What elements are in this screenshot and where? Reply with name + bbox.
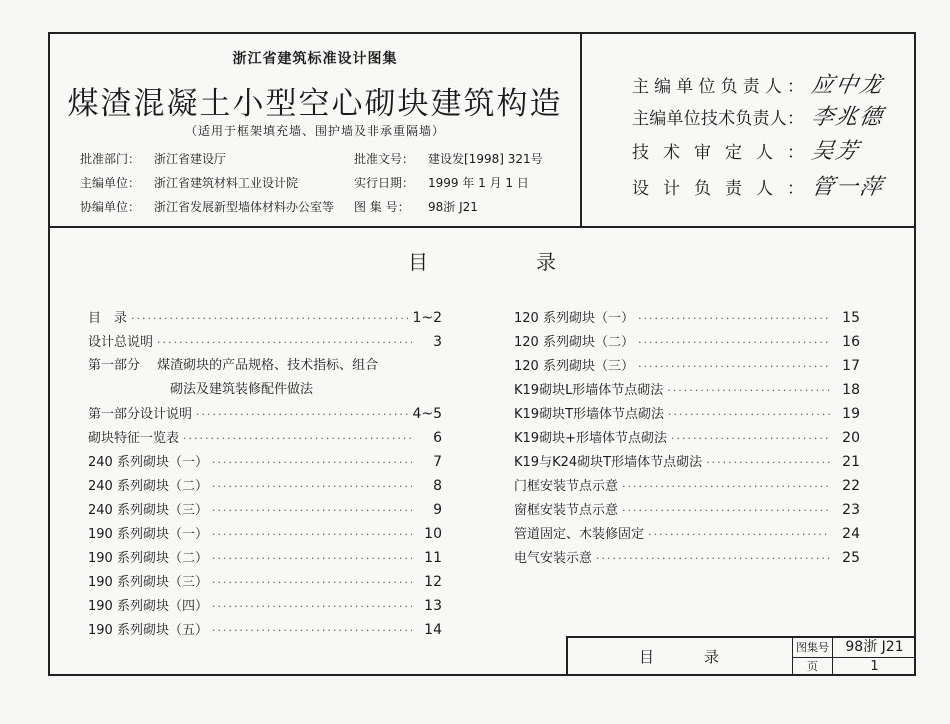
atlas-number-value: 98浙 J21 [832,638,916,657]
toc-entry[interactable]: 砌块特征一览表 ····· 6 [88,426,442,450]
sheet-name: 目 录 [638,648,722,666]
toc-entry[interactable]: 门框安装节点示意 ····· 22 [514,474,860,498]
toc-entry[interactable]: K19与K24砌块T形墙体节点砌法 ····· 21 [514,450,860,474]
title-block-divider [792,657,916,658]
toc-entry[interactable]: 190 系列砌块（一） ····· 10 [88,522,442,546]
toc-heading: 目 录 [408,250,556,274]
atlas-title: 煤渣混凝土小型空心砌块建筑构造 [67,86,563,122]
toc-entry[interactable]: 190 系列砌块（四） ····· 13 [88,594,442,618]
toc-entry[interactable]: 电气安装示意 ····· 25 [514,546,860,570]
atlas-number-label: 图集号 [792,638,832,657]
toc-entry[interactable]: 设计总说明 ····· 3 [88,330,442,354]
toc-section-heading: 第一部分 煤渣砌块的产品规格、技术指标、组合 [88,358,379,373]
toc-entry[interactable]: 120 系列砌块（三） ····· 17 [514,354,860,378]
applicability-note: （适用于框架填充墙、围护墙及非承重隔墙） [184,124,445,138]
toc-left-column [88,306,442,642]
info-row-co-editor: 协编单位： 浙江省发展新型墙体材料办公室等 图 集 号： 98浙 J21 [80,200,478,214]
toc-entry[interactable]: 240 系列砌块（三） ····· 9 [88,498,442,522]
info-row-approval: 批准部门： 浙江省建设厅 批准文号： 建设发[1998] 321号 [80,152,543,166]
responsible-row: 主编单位技术负责人： 李兆德 [632,100,884,131]
responsible-row: 主编单位负责人： 应中龙 [632,68,884,99]
toc-right-column [514,306,860,570]
toc-entry[interactable]: K19砌块+形墙体节点砌法 ····· 20 [514,426,860,450]
page-label: 页 [792,657,832,676]
responsible-persons [580,34,916,226]
responsible-row: 设计负责人： 管一萍 [632,170,884,201]
signature: 李兆德 [809,105,886,130]
signature: 应中龙 [809,73,886,98]
toc-entry[interactable]: 窗框安装节点示意 ····· 23 [514,498,860,522]
title-block [566,636,914,676]
info-row-editor: 主编单位： 浙江省建筑材料工业设计院 实行日期： 1999 年 1 月 1 日 [80,176,529,190]
toc-entry[interactable]: 190 系列砌块（二） ····· 11 [88,546,442,570]
signature: 管一萍 [809,175,886,200]
responsible-row: 技术审定人： 吴芳 [632,134,860,165]
atlas-info [50,34,580,226]
page-number: 1 [832,657,916,676]
toc-entry[interactable]: 管道固定、木装修固定 ····· 24 [514,522,860,546]
toc-entry[interactable]: 120 系列砌块（一） ····· 15 [514,306,860,330]
toc-entry[interactable]: 190 系列砌块（三） ····· 12 [88,570,442,594]
toc-entry[interactable]: 120 系列砌块（二） ····· 16 [514,330,860,354]
toc-entry[interactable]: 第一部分设计说明 ····· 4~5 [88,402,442,426]
toc-entry[interactable]: K19砌块T形墙体节点砌法 ····· 19 [514,402,860,426]
toc-entry[interactable]: 240 系列砌块（二） ····· 8 [88,474,442,498]
toc-entry[interactable]: 240 系列砌块（一） ····· 7 [88,450,442,474]
header-block [50,34,914,228]
toc-entry[interactable]: 目 录 ····· 1~2 [88,306,442,330]
drawing-sheet [48,32,916,676]
signature: 吴芳 [809,139,862,164]
series-title: 浙江省建筑标准设计图集 [232,51,398,67]
toc-entry[interactable]: 190 系列砌块（五） ····· 14 [88,618,442,642]
toc-section-heading-cont: 砌法及建筑装修配件做法 [170,382,314,397]
toc-entry[interactable]: K19砌块L形墙体节点砌法 ····· 18 [514,378,860,402]
